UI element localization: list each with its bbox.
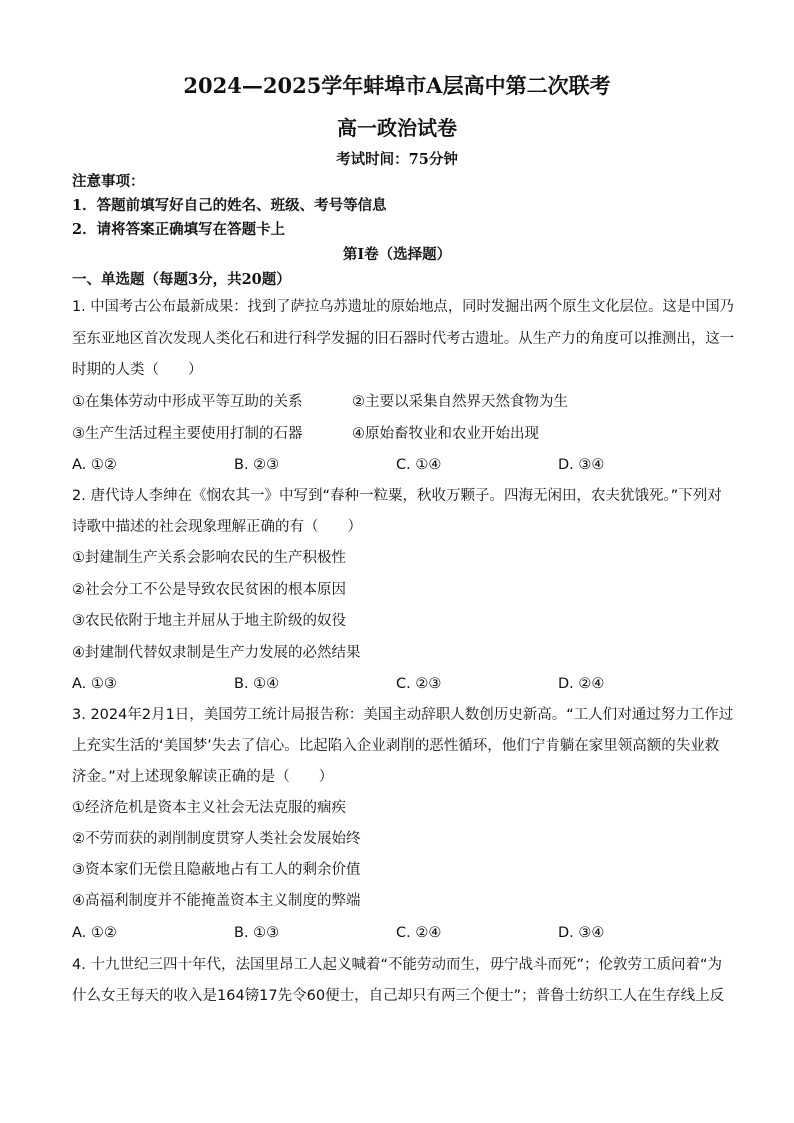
- answer-option: A. ①②: [72, 457, 117, 473]
- question-text: 上充实生活的‘美国梦’失去了信心。比起陷入企业剥削的恶性循环，他们宁肯躺在家里领高额的失业救: [72, 738, 720, 754]
- statement: ①在集体劳动中形成平等互助的关系: [72, 394, 303, 410]
- answer-option: A. ①②: [72, 925, 117, 941]
- answer-option: D. ③④: [558, 457, 605, 473]
- question-text: 诗歌中描述的社会现象理解正确的有（ ）: [72, 519, 362, 535]
- answer-option: A. ①③: [72, 676, 117, 692]
- statement: ④封建制代替奴隶制是生产力发展的必然结果: [72, 645, 361, 661]
- question-text: 2. 唐代诗人李绅在《悯农其一》中写到“春种一粒粟，秋收万颗子。四海无闲田，农夫犹饿死。”下列对: [72, 488, 722, 504]
- question-text: 什么女王每天的收入是164镑17先令60便士，自己却只有两三个便士”；普鲁士纺织工人在生存线上反: [72, 988, 725, 1004]
- answer-option: D. ③④: [558, 925, 605, 941]
- answer-option: B. ①④: [234, 676, 280, 692]
- answer-option: C. ②④: [396, 925, 442, 941]
- statement: ③生产生活过程主要使用打制的石器: [72, 426, 303, 442]
- question-text: 4. 十九世纪三四十年代，法国里昂工人起义喊着“不能劳动而生，毋宁战斗而死”；伦敦劳工质问着“为: [72, 957, 722, 973]
- answer-option: C. ①④: [396, 457, 442, 473]
- question-text: 时期的人类（ ）: [72, 362, 203, 378]
- statement: ④原始畜牧业和农业开始出现: [352, 426, 539, 442]
- exam-title: 2024—2025学年蚌埠市A层高中第二次联考: [183, 73, 611, 98]
- statement: ①经济危机是资本主义社会无法克服的痼疾: [72, 800, 346, 816]
- answer-option: B. ②③: [234, 457, 280, 473]
- question-text: 1. 中国考古公布最新成果：找到了萨拉乌苏遗址的原始地点，同时发掘出两个原生文化层位。这是中国乃: [72, 299, 734, 315]
- statement: ③资本家们无偿且隐蔽地占有工人的剩余价值: [72, 862, 361, 878]
- question-text: 济金。”对上述现象解读正确的是（ ）: [72, 769, 334, 785]
- statement: ②社会分工不公是导致农民贫困的根本原因: [72, 582, 346, 598]
- statement: ②主要以采集自然界天然食物为生: [352, 394, 568, 410]
- exam-time: 考试时间：75分钟: [336, 151, 458, 168]
- question-text: 3. 2024年2月1日，美国劳工统计局报告称：美国主动辞职人数创历史新高。“工人们对通过努力工作过: [72, 707, 734, 723]
- part-title: 第Ⅰ卷（选择题）: [342, 246, 452, 263]
- question-text: 至东亚地区首次发现人类化石和进行科学发掘的旧石器时代考古遗址。从生产力的角度可以推测出，这一: [72, 331, 734, 347]
- statement: ①封建制生产关系会影响农民的生产积极性: [72, 550, 346, 566]
- notice-heading: 注意事项：: [72, 173, 145, 190]
- statement: ④高福利制度并不能掩盖资本主义制度的弊端: [72, 893, 361, 909]
- notice-item: 2．请将答案正确填写在答题卡上: [72, 221, 286, 238]
- section-heading: 一、单选题（每题3分，共20题）: [72, 271, 291, 288]
- statement: ②不劳而获的剥削制度贯穿人类社会发展始终: [72, 831, 361, 847]
- answer-option: D. ②④: [558, 676, 605, 692]
- answer-option: B. ①③: [234, 925, 280, 941]
- exam-subtitle: 高一政治试卷: [337, 116, 457, 140]
- statement: ③农民依附于地主并屈从于地主阶级的奴役: [72, 613, 346, 629]
- answer-option: C. ②③: [396, 676, 442, 692]
- notice-item: 1．答题前填写好自己的姓名、班级、考号等信息: [72, 197, 387, 214]
